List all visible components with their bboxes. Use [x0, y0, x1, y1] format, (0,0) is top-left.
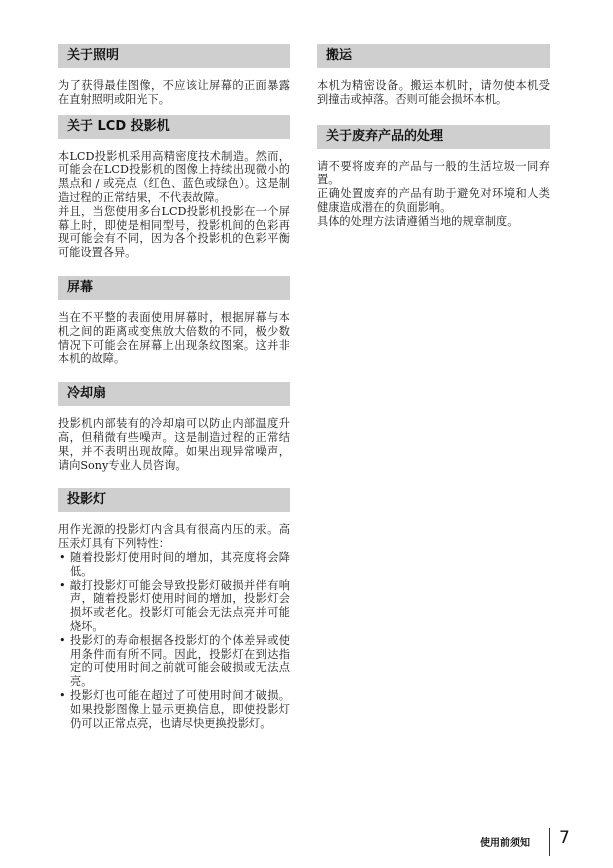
- section-heading-fan: 冷却扇: [58, 382, 290, 406]
- list-item: • 随着投影灯使用时间的增加，其亮度将会降低。: [58, 551, 290, 579]
- lcd-paragraph-1: 本LCD投影机采用高精密度技术制造。然而，可能会在LCD投影机的图像上持续出现微小的黑点和 / 或亮点（红色、蓝色或绿色）。这是制造过程的正常结果，不代表故障。: [58, 149, 290, 204]
- section-heading-lamp: 投影灯: [58, 488, 290, 512]
- section-screen: [58, 276, 290, 366]
- section-lighting: [58, 44, 290, 107]
- section-fan: [58, 382, 290, 472]
- section-disposal: [317, 125, 550, 229]
- section-heading-lcd: 关于 LCD 投影机: [58, 115, 290, 139]
- lamp-intro: 用作光源的投影灯内含具有很高内压的汞。高压汞灯具有下列特性：: [58, 523, 290, 551]
- right-column: [317, 44, 550, 239]
- footer-divider: [549, 828, 550, 856]
- lighting-text: 为了获得最佳图像，不应该让屏幕的正面暴露在直射照明或阳光下。: [58, 79, 290, 106]
- page-number: 7: [559, 828, 570, 848]
- page-footer: [480, 828, 600, 858]
- list-item: • 投影灯的寿命根据各投影灯的个体差异或使用条件而有所不同。因此，投影灯在到达指定的可使用时间之前就可能会破损或无法点亮。: [58, 634, 290, 689]
- lcd-paragraph-2: 并且，当您使用多台LCD投影机投影在一个屏幕上时，即使是相同型号，投影机间的色彩再现可能会有不同，因为各个投影机的色彩平衡可能设置各异。: [58, 204, 290, 260]
- section-lcd: [58, 115, 290, 260]
- disposal-paragraph-3: 具体的处理方法请遵循当地的规章制度。: [317, 214, 519, 228]
- transport-text: 本机为精密设备。搬运本机时，请勿使本机受到撞击或掉落。否则可能会损坏本机。: [317, 79, 550, 106]
- section-heading-screen: 屏幕: [58, 276, 290, 300]
- section-lamp: [58, 488, 290, 730]
- disposal-paragraph-2: 正确处置废弃的产品有助于避免对环境和人类健康造成潜在的负面影响。: [317, 187, 550, 214]
- lamp-bullet-list: [58, 551, 290, 730]
- section-heading-disposal: 关于废弃产品的处理: [317, 125, 550, 149]
- left-column: [58, 44, 290, 740]
- list-item: • 投影灯也可能在超过了可使用时间才破损。如果投影图像上显示更换信息，即使投影灯仍可以正常点亮，也请尽快更换投影灯。: [58, 689, 290, 730]
- section-transport: [317, 44, 550, 107]
- screen-text: 当在不平整的表面使用屏幕时，根据屏幕与本机之间的距离或变焦放大倍数的不同，极少数情况下可能会在屏幕上出现条纹图案。这并非本机的故障。: [58, 310, 290, 366]
- section-heading-lighting: 关于照明: [58, 44, 290, 68]
- fan-text: 投影机内部装有的冷却扇可以防止内部温度升高，但稍微有些噪声。这是制造过程的正常结果，并不表明出现故障。如果出现异常噪声，请向Sony专业人员咨询。: [58, 417, 290, 472]
- footer-section-label: 使用前须知: [480, 838, 530, 849]
- list-item: • 敲打投影灯可能会导致投影灯破损并伴有响声，随着投影灯使用时间的增加，投影灯会损坏或老化。投影灯可能会无法点亮并可能烧坏。: [58, 579, 290, 634]
- disposal-paragraph-1: 请不要将废弃的产品与一般的生活垃圾一同弃置。: [317, 159, 550, 187]
- section-heading-transport: 搬运: [317, 44, 550, 68]
